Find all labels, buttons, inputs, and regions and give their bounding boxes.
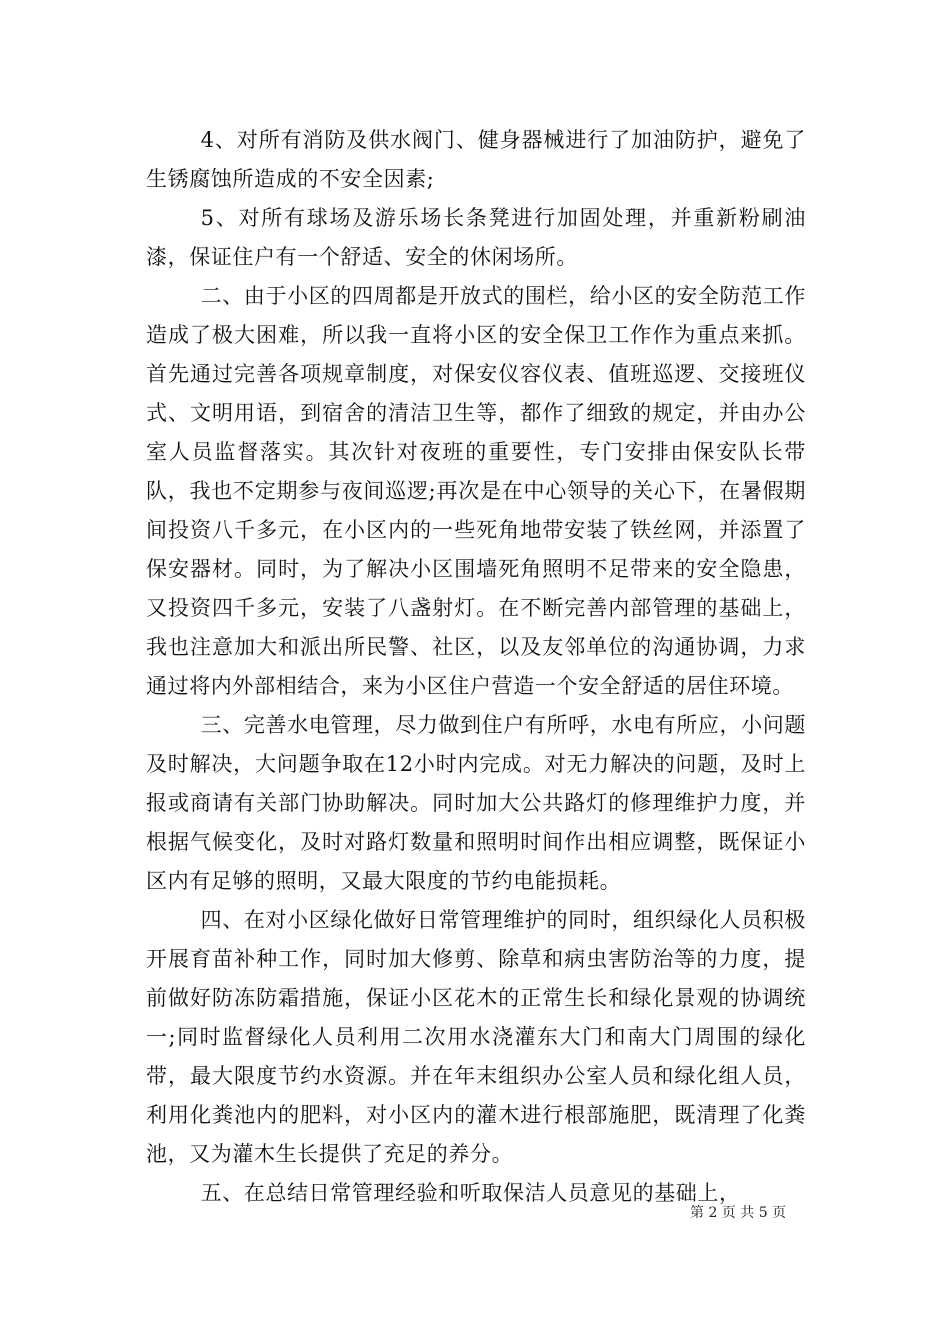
- paragraph-utilities: 三、完善水电管理，尽力做到住户有所呼，水电有所应，小问题及时解决，大问题争取在12小时内完成。对无力解决的问题，及时上报或商请有关部门协助解决。同时加大公共路灯的修理维护力度，并根据气候变化，及时对路灯数量和照明时间作出相应调整，既保证小区内有足够的照明，又最大限度的节约电能损耗。: [146, 713, 806, 893]
- paragraph-greening: 四、在对小区绿化做好日常管理维护的同时，组织绿化人员积极开展育苗补种工作，同时加大修剪、除草和病虫害防治等的力度，提前做好防冻防霜措施，保证小区花木的正常生长和绿化景观的协调统一;同时监督绿化人员利用二次用水浇灌东大门和南大门周围的绿化带，最大限度节约水资源。并在年末组织办公室人员和绿化组人员，利用化粪池内的肥料，对小区内的灌木进行根部施肥，既清理了化粪池，又为灌木生长提供了充足的养分。: [146, 908, 806, 1166]
- page-number-footer: 第 2 页 共 5 页: [690, 1205, 787, 1221]
- paragraph-cleaning: 五、在总结日常管理经验和听取保洁人员意见的基础上，: [200, 1181, 741, 1205]
- paragraph-item-5: 5、对所有球场及游乐场长条凳进行加固处理，并重新粉刷油漆，保证住户有一个舒适、安全的休闲场所。: [146, 206, 806, 269]
- document-body: [146, 121, 806, 1213]
- paragraph-security: 二、由于小区的四周都是开放式的围栏，给小区的安全防范工作造成了极大困难，所以我一直将小区的安全保卫工作作为重点来抓。首先通过完善各项规章制度，对保安仪容仪表、值班巡逻、交接班仪式、文明用语，到宿舍的清洁卫生等，都作了细致的规定，并由办公室人员监督落实。其次针对夜班的重要性，专门安排由保安队长带队，我也不定期参与夜间巡逻;再次是在中心领导的关心下，在暑假期间投资八千多元，在小区内的一些死角地带安装了铁丝网，并添置了保安器材。同时，为了解决小区围墙死角照明不足带来的安全隐患，又投资四千多元，安装了八盏射灯。在不断完善内部管理的基础上，我也注意加大和派出所民警、社区，以及友邻单位的沟通协调，力求通过将内外部相结合，来为小区住户营造一个安全舒适的居住环境。: [146, 284, 806, 698]
- paragraph-item-4: 4、对所有消防及供水阀门、健身器械进行了加油防护，避免了生锈腐蚀所造成的不安全因素;: [146, 128, 806, 191]
